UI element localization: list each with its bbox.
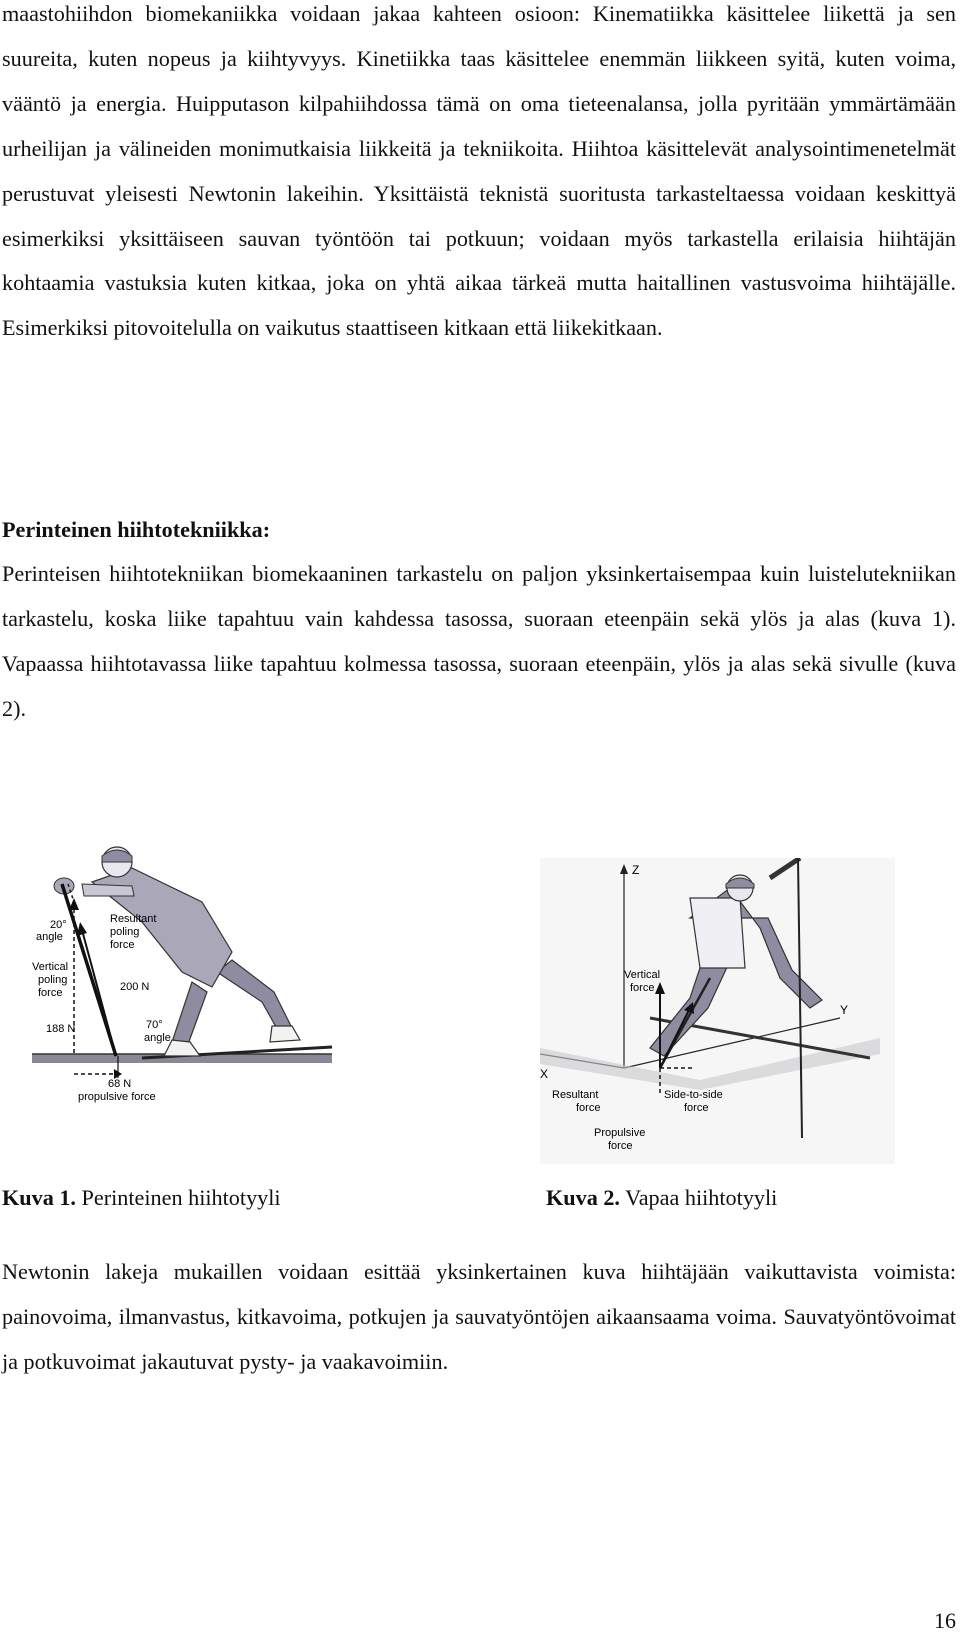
caption-text: Vapaa hiihtotyyli [619,1185,778,1210]
label-x: X [540,1067,549,1081]
label-propulsive: Propulsive [594,1127,646,1139]
label-70-angle: 70° [146,1019,163,1031]
caption-text: Perinteinen hiihtotyyli [75,1185,281,1210]
label-68n: 68 N [108,1078,132,1090]
classic-skier-illustration [22,842,362,1160]
label-propulsive-force: force [608,1140,633,1152]
label-resultant: Resultant [552,1089,599,1101]
label-resultant: Resultant [110,913,157,925]
label-vertical: Vertical [624,969,661,981]
figure-1-caption [2,1176,281,1220]
label-188n: 188 N [46,1023,76,1035]
figure-free-skiing [540,858,895,1164]
label-vertical: Vertical [32,961,69,973]
page-number: 16 [934,1608,956,1633]
label-force: force [110,939,135,951]
figure-2-caption [546,1176,777,1220]
intro-paragraph: maastohiihdon biomekaniikka voidaan jakaa kahteen osioon: Kinematiikka käsittelee liikettä ja sen suureita, kuten nopeus ja kiihtyvyys. Kinetiikka taas käsittelee enemmän liikkeen syitä, kuten voima, vääntö ja energia. Huipputason kilpahiihdossa tämä on oma tieteenalansa, jolla pyritään ymmärtämään urheilijan ja välineiden monimutkaisia liikkeitä ja tekniikoita. Hiihtoa käsittelevät analysointimenetelmät perustuvat yleisesti Newtonin lakeihin. Yksittäistä teknistä suoritusta tarkasteltaessa voidaan keskittyä esimerkiksi yksittäiseen sauvan työntöön tai potkuun; voidaan myös tarkastella erilaisia hiihtäjän kohtaamia vastuksia kuten kitkaa, joka on yhtä aikaa tärkeä mutta haitallinen vastusvoima hiihtäjälle. Esimerkiksi pitovoitelulla on vaikutus staattiseen kitkaan että liikekitkaan. [2,1,956,341]
label-poling: poling [110,926,140,938]
section-heading: Perinteinen hiihtotekniikka: [2,517,271,542]
label-angle: angle [36,931,63,943]
label-200n: 200 N [120,981,150,993]
label-20-angle: 20° [50,919,67,931]
label-70-angle-word: angle [144,1032,171,1044]
label-vertical-poling: poling [38,974,68,986]
skating-skier-illustration [540,858,895,1164]
label-side-force: force [684,1102,709,1114]
newton-paragraph: Newtonin lakeja mukaillen voidaan esittää yksinkertainen kuva hiihtäjään vaikuttavista voimista: painovoima, ilmanvastus, kitkavoima, potkujen ja sauvatyöntöjen aikaansaama voima. Sauvatyöntövoimat ja potkuvoimat jakautuvat pysty- ja vaakavoimiin. [2,1259,956,1374]
label-y: Y [840,1003,849,1017]
classic-technique-paragraph: Perinteisen hiihtotekniikan biomekaaninen tarkastelu on paljon yksinkertaisempaa kuin luistelutekniikan tarkastelu, koska liike tapahtuu vain kahdessa tasossa, suoraan eteenpäin sekä ylös ja alas (kuva 1). Vapaassa hiihtotavassa liike tapahtuu kolmessa tasossa, suoraan eteenpäin, ylös ja alas sekä sivulle (kuva 2). [2,561,956,721]
figure-classic-skiing [22,842,362,1160]
label-propulsive-force: propulsive force [78,1091,156,1103]
caption-label: Kuva 2. [546,1185,620,1210]
caption-label: Kuva 1. [2,1185,76,1210]
label-z: Z [632,863,640,877]
label-vertical-force: force [38,987,63,999]
label-side-to-side: Side-to-side [664,1089,723,1101]
label-resultant-force: force [576,1102,601,1114]
label-vertical-force: force [630,982,655,994]
